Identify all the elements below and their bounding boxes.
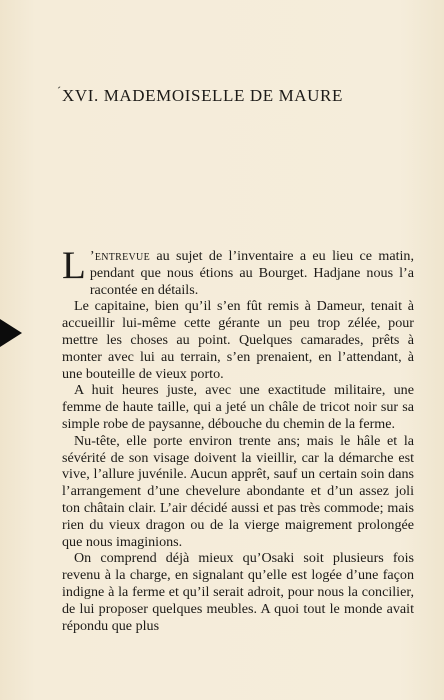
chapter-mark: ´ (57, 84, 61, 98)
margin-arrow-icon (0, 319, 22, 347)
paragraph: A huit heures juste, avec une exactitude militaire, une femme de haute taille, qui a jeté un châle de tricot noir sur sa simple robe de paysanne, débouche du chemin de la ferme. (62, 382, 414, 432)
body-text (62, 244, 414, 634)
paragraph: Le capitaine, bien qu’il s’en fût remis à Dameur, tenait à accueillir lui-même cette gérante un peu trop zélée, pour mettre les choses au point. Quelques camarades, prêts à monter avec lui au terrain, s’en prenaient, en l’attendant, à une bouteille de vieux porto. (62, 298, 414, 382)
paragraph: On comprend déjà mieux qu’Osaki soit plusieurs fois revenu à la charge, en signalant qu’elle est logée d’une façon indigne à la ferme et qu’il serait adroit, pour nous la concilier, de lui proposer quelques meubles. A quoi tout le monde avait répondu que plus (62, 550, 414, 634)
paragraph (62, 244, 414, 298)
paragraph: Nu-tête, elle porte environ trente ans; mais le hâle et la sévérité de son visage doivent la vieillir, car la démarche est vive, l’allure juvénile. Aucun apprêt, sauf un certain soin dans l’arrangement d’une chevelure abondante et d’un assez joli ton châtain clair. L’air décidé aussi et pas très commode; mais rien du vieux dragon ou de la vierge maigrement prolongée que nous imaginions. (62, 432, 414, 550)
opening-smallcaps: ’entrevue (89, 248, 150, 264)
paragraph-text: au sujet de l’inventaire a eu lieu ce matin, pendant que nous étions au Bourget. Hadjane nous l’a racontée en détails. (89, 248, 414, 298)
chapter-title: XVI. MADEMOISELLE DE MAURE (62, 86, 343, 105)
drop-cap: L (62, 244, 86, 287)
